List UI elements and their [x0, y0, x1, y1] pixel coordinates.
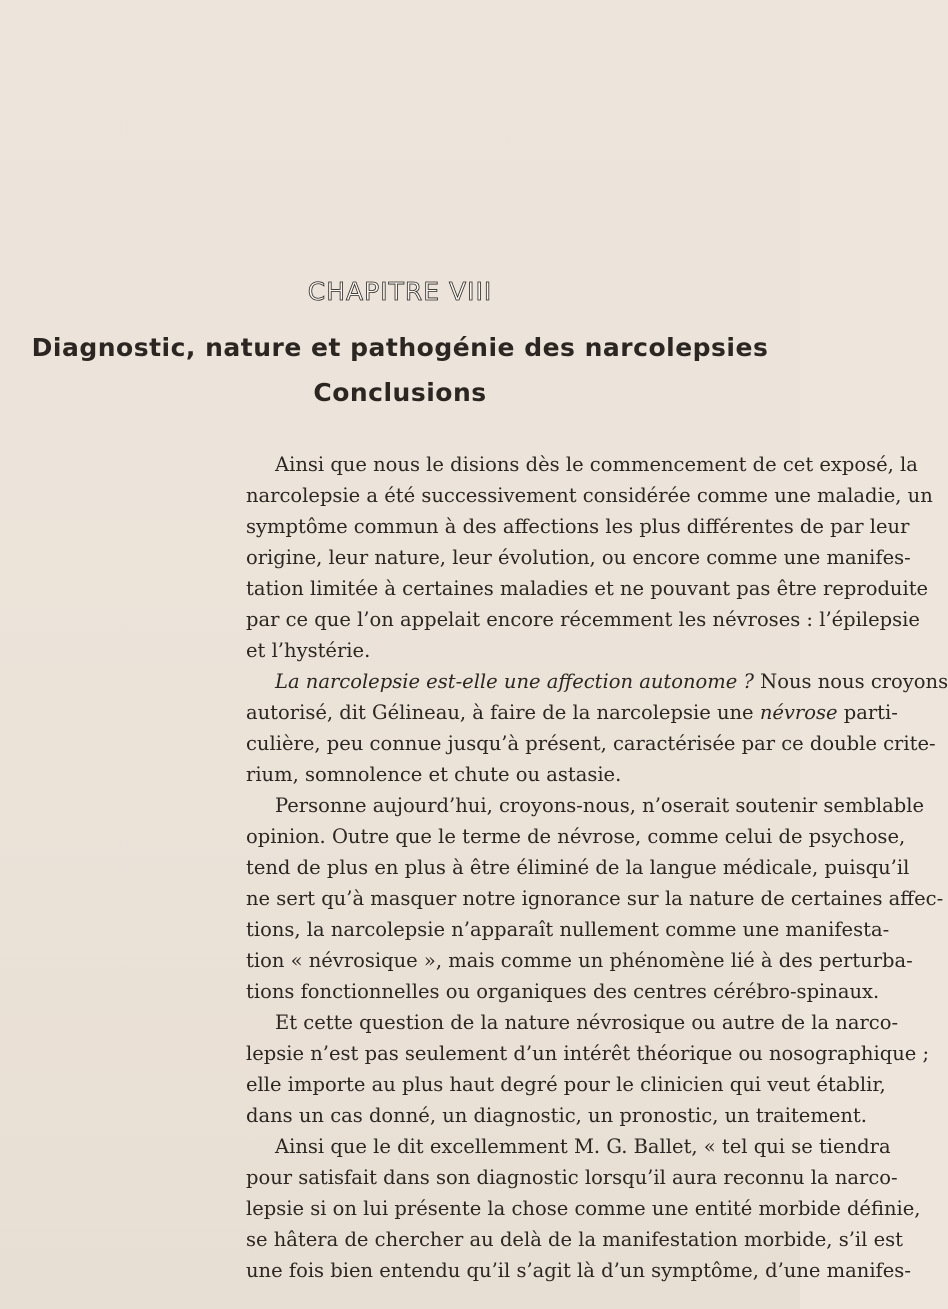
chapter-subtitle: Conclusions — [313, 378, 487, 407]
text-line: Ainsi que le dit excellemment M. G. Ballet, « tel qui se tiendra — [275, 1135, 891, 1158]
text-line: culière, peu connue jusqu’à présent, caractérisée par ce double crite- — [246, 732, 936, 755]
text-line: par ce que l’on appelait encore récemment les névroses : l’épilepsie — [246, 608, 920, 631]
text-line: La narcolepsie est-elle une affection autonome ? Nous nous croyons — [275, 670, 948, 693]
text-line: opinion. Outre que le terme de névrose, comme celui de psychose, — [246, 825, 906, 848]
text-line: pour satisfait dans son diagnostic lorsqu’il aura reconnu la narco- — [246, 1166, 898, 1189]
text-line: Ainsi que nous le disions dès le commencement de cet exposé, la — [275, 453, 918, 476]
text-line: se hâtera de chercher au delà de la manifestation morbide, s’il est — [246, 1228, 903, 1251]
text-line: tation limitée à certaines maladies et ne pouvant pas être reproduite — [246, 577, 929, 600]
chapter-heading: CHAPITRE VIII — [307, 277, 493, 306]
text-line: une fois bien entendu qu’il s’agit là d’un symptôme, d’une manifes- — [246, 1259, 911, 1282]
text-line: tend de plus en plus à être éliminé de la langue médicale, puisqu’il — [246, 856, 910, 879]
chapter-title: Diagnostic, nature et pathogénie des narcolepsies — [31, 333, 769, 362]
text-line: origine, leur nature, leur évolution, ou encore comme une manifes- — [246, 546, 911, 569]
text-line: autorisé, dit Gélineau, à faire de la narcolepsie une névrose parti- — [246, 701, 898, 724]
text-line: rium, somnolence et chute ou astasie. — [246, 763, 622, 786]
text-line: narcolepsie a été successivement considérée comme une maladie, un — [246, 484, 933, 507]
text-line: elle importe au plus haut degré pour le clinicien qui veut établir, — [246, 1073, 886, 1096]
text-line: tions, la narcolepsie n’apparaît nullement comme une manifesta- — [246, 918, 890, 941]
text-line: lepsie n’est pas seulement d’un intérêt théorique ou nosographique ; — [246, 1042, 930, 1065]
text-line: Et cette question de la nature névrosique ou autre de la narco- — [275, 1011, 899, 1034]
text-line: tions fonctionnelles ou organiques des centres cérébro-spinaux. — [246, 980, 880, 1003]
text-line: lepsie si on lui présente la chose comme une entité morbide définie, — [246, 1197, 921, 1220]
text-line: tion « névrosique », mais comme un phénomène lié à des perturba- — [246, 949, 913, 972]
text-line: ne sert qu’à masquer notre ignorance sur la nature de certaines affec- — [246, 887, 944, 910]
text-line: et l’hystérie. — [246, 639, 371, 662]
text-line: dans un cas donné, un diagnostic, un pronostic, un traitement. — [246, 1104, 867, 1127]
text-line: Personne aujourd’hui, croyons-nous, n’oserait soutenir semblable — [275, 794, 925, 817]
text-line: symptôme commun à des affections les plus différentes de par leur — [246, 515, 910, 538]
